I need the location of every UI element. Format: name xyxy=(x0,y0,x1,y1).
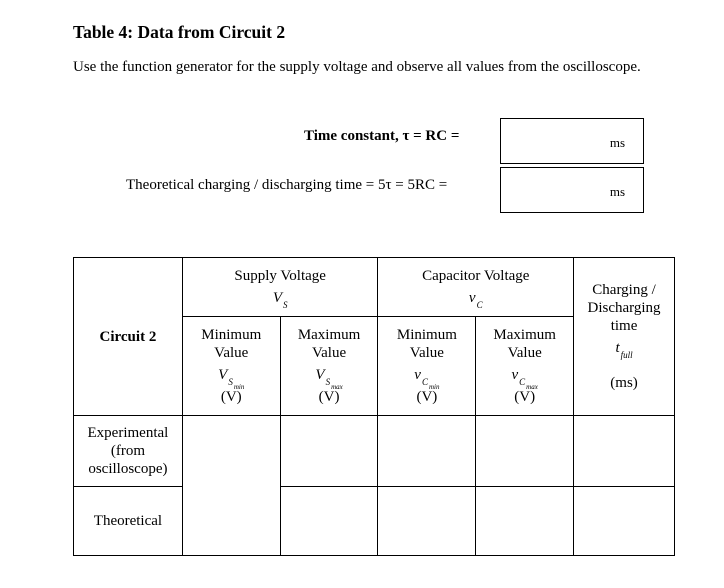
charging-time-label: Theoretical charging / discharging time = 5τ = 5RC = xyxy=(126,177,448,193)
capacitor-min-header: Minimum Value $v_{Cmin}$ (V) xyxy=(378,317,476,416)
capacitor-voltage-header xyxy=(378,258,574,317)
exp-charging-time-cell[interactable] xyxy=(574,416,675,487)
supply-min-input-cell[interactable] xyxy=(182,416,280,556)
charging-time-unit: ms xyxy=(609,184,625,199)
theo-supply-max-cell[interactable] xyxy=(280,487,378,556)
row-label-theoretical: Theoretical xyxy=(74,487,183,556)
capacitor-voltage-title: Capacitor Voltage xyxy=(422,267,530,284)
capacitor-voltage-symbol: $v_C$ xyxy=(468,289,483,310)
exp-supply-max-cell[interactable] xyxy=(280,416,378,487)
table-corner-cell: Circuit 2 xyxy=(74,258,183,416)
supply-voltage-header xyxy=(182,258,378,317)
circuit-2-data-table xyxy=(73,257,675,556)
table-heading: Table 4: Data from Circuit 2 xyxy=(73,22,286,42)
supply-max-header: Maximum Value $V_{Smax}$ (V) xyxy=(280,317,378,416)
time-constant-answer-box[interactable] xyxy=(500,118,644,164)
table-row-experimental xyxy=(74,416,675,487)
time-constant-label: Time constant, τ = RC = xyxy=(304,128,460,144)
row-label-experimental: Experimental (from oscilloscope) xyxy=(74,416,183,487)
charging-time-answer-box[interactable] xyxy=(500,167,644,213)
charging-time-header: Charging / Discharging time $t_{full}$ (ms) xyxy=(574,258,675,416)
theo-charging-time-cell[interactable] xyxy=(574,487,675,556)
capacitor-max-header: Maximum Value $v_{Cmax}$ (V) xyxy=(476,317,574,416)
theo-capacitor-min-cell[interactable] xyxy=(378,487,476,556)
charging-time-symbol: $t_{full}$ xyxy=(615,340,633,360)
exp-capacitor-max-cell[interactable] xyxy=(476,416,574,487)
table-row-theoretical xyxy=(74,487,675,556)
supply-voltage-title: Supply Voltage xyxy=(234,267,326,284)
instructions-text: Use the function generator for the supply voltage and observe all values from the oscilloscope. xyxy=(73,59,641,75)
supply-voltage-symbol: $V_S$ xyxy=(272,289,288,310)
theo-capacitor-max-cell[interactable] xyxy=(476,487,574,556)
time-constant-unit: ms xyxy=(609,135,625,150)
supply-min-header: Minimum Value $V_{Smin}$ (V) xyxy=(182,317,280,416)
exp-capacitor-min-cell[interactable] xyxy=(378,416,476,487)
